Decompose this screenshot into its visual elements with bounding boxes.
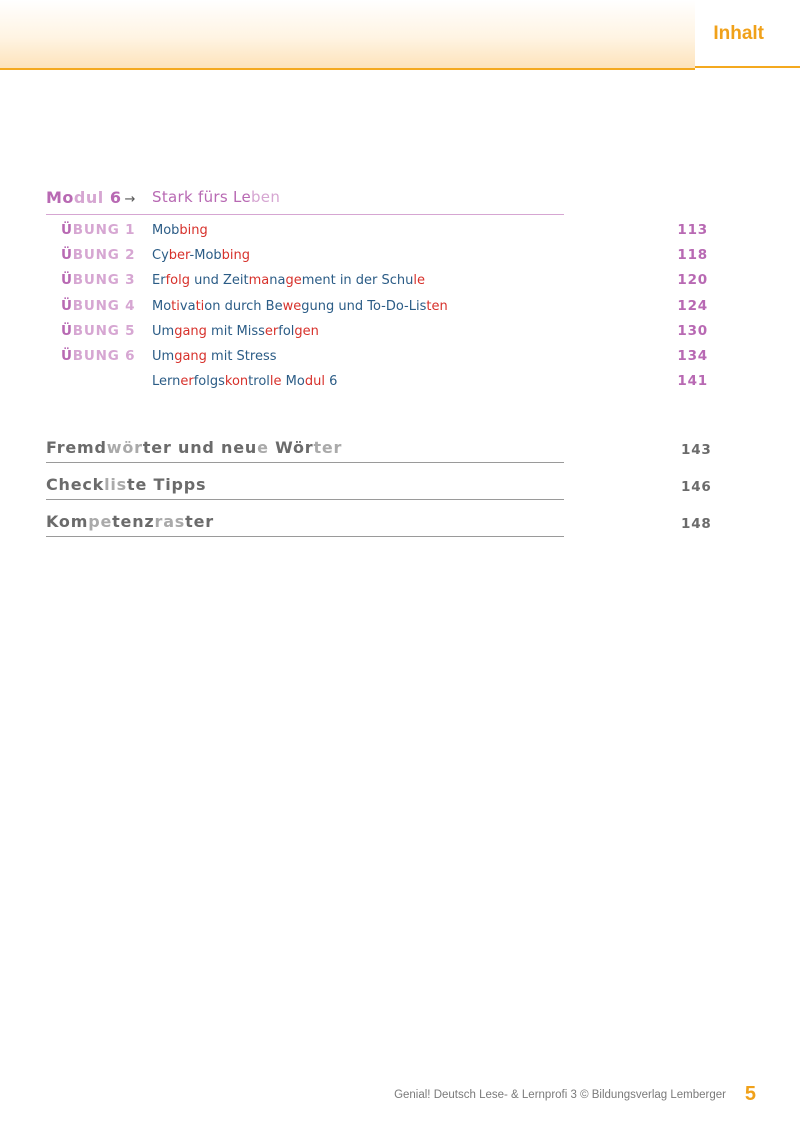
exercise-label (61, 222, 135, 238)
text-fragment: ti (195, 298, 205, 314)
exercise-title (152, 349, 277, 364)
toc-exercise-row[interactable] (0, 346, 800, 371)
text-fragment: Check (46, 475, 105, 494)
page-number: 5 (744, 1083, 756, 1105)
text-fragment: folgs (193, 374, 225, 390)
text-fragment: Stark fürs Le (152, 188, 251, 206)
section-page-number: 146 (681, 479, 712, 495)
exercise-page-number: 141 (677, 373, 708, 390)
text-fragment: er (180, 374, 194, 390)
arrow-icon: → (124, 192, 136, 207)
footer-copyright: Genial! Deutsch Lese- & Lernprofi 3 © Bildungsverlag Lemberger (394, 1089, 726, 1101)
text-fragment: Cy (152, 248, 169, 264)
text-fragment: le (413, 273, 426, 289)
header-rule (695, 66, 800, 68)
text-fragment: BUNG 6 (72, 347, 136, 364)
text-fragment: Fremd (46, 438, 107, 457)
text-fragment: ma (248, 273, 270, 289)
module-heading (46, 188, 564, 215)
text-fragment: tenz (112, 512, 155, 531)
text-fragment: ti (171, 298, 180, 314)
text-fragment: Ü (61, 222, 73, 238)
toc-exercise-row[interactable] (0, 220, 800, 245)
exercise-title (152, 374, 337, 389)
text-fragment: Mo (281, 374, 305, 390)
text-fragment: ter (313, 438, 343, 457)
text-fragment: gen (294, 323, 319, 339)
exercise-page-number: 134 (677, 347, 708, 364)
text-fragment: te Tipps (127, 475, 207, 494)
text-fragment: BUNG 1 (72, 222, 136, 238)
exercise-page-number: 113 (677, 222, 708, 238)
text-fragment: dul (73, 188, 104, 207)
text-fragment: kon (224, 374, 249, 390)
section-page-number: 148 (681, 516, 712, 532)
toc-exercise-row[interactable] (0, 296, 800, 321)
text-fragment: Ü (61, 322, 73, 339)
text-fragment: ge (285, 273, 302, 289)
text-fragment: ter und neu (142, 438, 258, 457)
text-fragment: Ü (61, 247, 73, 264)
exercise-label (61, 298, 135, 314)
header-band (0, 0, 695, 70)
toc-exercise-row[interactable] (0, 245, 800, 270)
text-fragment: bing (179, 223, 208, 238)
text-fragment: gung und To-Do-Lis (301, 298, 427, 314)
text-fragment: Mo (152, 298, 172, 314)
text-fragment: gang (174, 323, 207, 339)
exercise-label (61, 348, 135, 364)
text-fragment: bing (221, 248, 251, 264)
exercise-page-number: 120 (677, 272, 708, 289)
toc-exercise-row[interactable] (0, 321, 800, 346)
text-fragment: Ü (61, 347, 73, 364)
text-fragment: Ü (61, 272, 73, 289)
text-fragment: on durch Be (204, 298, 283, 314)
section-title (46, 512, 214, 531)
text-fragment: Mo (46, 188, 74, 207)
exercise-title (152, 273, 425, 288)
text-fragment: Um (152, 323, 175, 339)
text-fragment: Wör (268, 438, 314, 457)
text-fragment: lis (104, 475, 128, 494)
text-fragment: ter (185, 512, 214, 531)
text-fragment: trol (248, 374, 270, 390)
text-fragment: ber (168, 248, 190, 264)
text-fragment: pe (88, 512, 113, 531)
text-fragment: ras (154, 512, 186, 531)
text-fragment: dul (304, 374, 325, 390)
toc-exercise-row[interactable] (0, 371, 800, 396)
text-fragment: 6 (324, 374, 338, 390)
exercise-title (152, 248, 250, 263)
toc-section-row[interactable] (46, 510, 564, 537)
text-fragment: BUNG 5 (72, 322, 136, 339)
text-fragment: -Mob (189, 248, 222, 264)
toc-exercise-row[interactable] (0, 270, 800, 295)
text-fragment: fol (278, 323, 295, 339)
text-fragment: 6 (103, 188, 122, 207)
text-fragment: ment in der Schu (301, 273, 414, 289)
exercise-title (152, 324, 319, 339)
section-header-title: Inhalt (713, 23, 764, 44)
exercise-page-number: 130 (677, 322, 708, 339)
section-page-number: 143 (681, 442, 712, 458)
section-title (46, 475, 206, 494)
section-title (46, 438, 342, 457)
text-fragment: na (269, 273, 286, 289)
text-fragment: le (269, 374, 282, 390)
text-fragment: wör (106, 438, 143, 457)
exercise-list (0, 220, 800, 396)
text-fragment: Er (152, 273, 166, 289)
text-fragment: ten (426, 298, 448, 314)
text-fragment: und Zeit (189, 273, 249, 289)
module-label (46, 188, 152, 207)
text-fragment: gang (174, 348, 207, 364)
text-fragment: BUNG 2 (72, 247, 136, 264)
text-fragment: ben (250, 188, 281, 206)
text-fragment: BUNG 3 (72, 272, 136, 289)
text-fragment: er (264, 323, 279, 339)
text-fragment: mit Stress (206, 348, 277, 364)
text-fragment: Kom (46, 512, 89, 531)
exercise-label (61, 247, 135, 263)
exercise-label (61, 323, 135, 339)
toc-section-row[interactable] (46, 473, 564, 500)
exercise-title (152, 223, 208, 238)
exercise-page-number: 118 (677, 247, 708, 264)
text-fragment: Lern (152, 374, 181, 390)
text-fragment: folg (165, 273, 190, 289)
text-fragment: BUNG 4 (72, 297, 136, 314)
text-fragment: va (179, 298, 196, 314)
text-fragment: Ü (61, 297, 73, 314)
exercise-label (61, 272, 135, 288)
exercise-page-number: 124 (677, 297, 708, 314)
text-fragment: we (282, 298, 302, 314)
module-label-text (46, 188, 121, 207)
toc-section-row[interactable] (46, 436, 564, 463)
text-fragment: mit Miss (206, 323, 265, 339)
text-fragment: Um (152, 348, 175, 364)
exercise-title (152, 299, 448, 314)
text-fragment: e (257, 438, 269, 457)
text-fragment: Mob (152, 223, 180, 238)
module-title (152, 188, 280, 206)
